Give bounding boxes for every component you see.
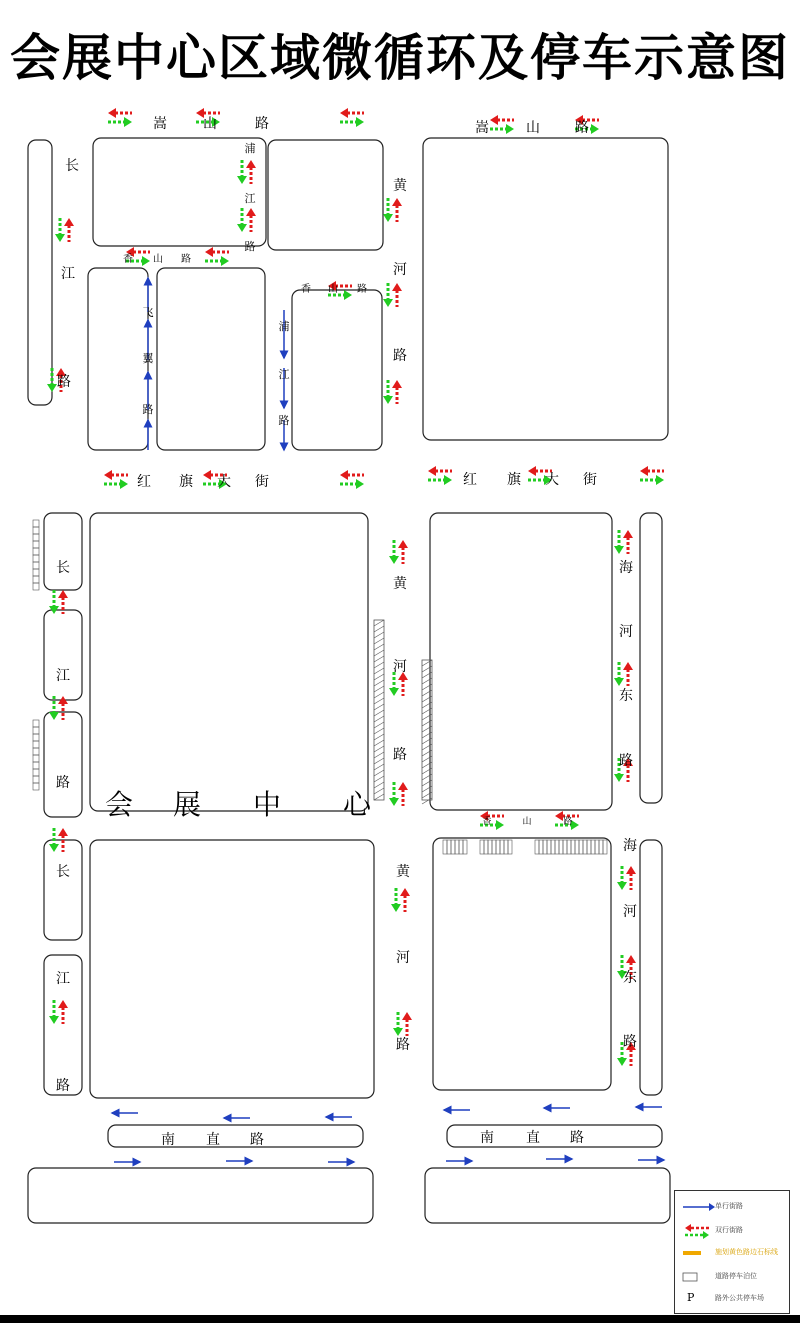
road-label-xiangshan-bottom-1: 山 (522, 817, 532, 827)
parking-strip-huanghe-west (374, 620, 384, 800)
road-label-changjiang-north-2: 路 (57, 374, 71, 390)
slots-changjiang-2 (33, 720, 39, 790)
road-label-changjiang-mid-1: 江 (56, 668, 70, 684)
road-label-songshan-right-1: 山 (526, 120, 540, 136)
block-17 (640, 840, 662, 1095)
road-label-pujiang-north-2: 路 (244, 240, 256, 253)
block-0 (93, 138, 266, 246)
road-label-haihedong-north-2: 东 (619, 688, 633, 704)
two-way-arrow-32 (614, 530, 633, 554)
two-way-arrow-22 (383, 380, 402, 404)
road-label-huanghe-mid-0: 黄 (393, 576, 407, 592)
two-way-arrow-35 (617, 866, 636, 890)
two-way-arrow-29 (49, 1000, 68, 1024)
road-label-haihedong-south-0: 海 (623, 838, 637, 854)
road-label-xiangshan-left-2: 路 (181, 254, 191, 265)
block-2 (88, 268, 148, 450)
parking-p-icon: P (687, 1291, 695, 1304)
block-6 (90, 513, 368, 811)
road-label-changjiang-north-1: 江 (61, 266, 75, 282)
block-1 (268, 140, 383, 250)
road-labels (56, 115, 637, 1148)
block-11 (44, 513, 82, 590)
city-blocks (28, 138, 670, 1223)
road-label-xiangshan-bottom-2: 路 (563, 817, 573, 827)
road-label-changjiang-mid-2: 路 (56, 775, 70, 791)
road-label-nanzhi-left-1: 直 (206, 1132, 220, 1148)
road-label-pujiang-south-0: 浦 (278, 320, 290, 333)
road-label-xiangshan-left-0: 香 (123, 254, 133, 265)
two-way-arrow-13 (640, 466, 664, 485)
road-label-nanzhi-right-2: 路 (570, 1130, 584, 1146)
block-7 (430, 513, 612, 810)
traffic-arrows (47, 108, 664, 1162)
road-label-songshan-right-2: 路 (575, 120, 589, 136)
legend-one-way (675, 1199, 789, 1215)
road-label-huanghe-north-2: 路 (393, 348, 407, 364)
legend-yellow-line-label: 施划黄色路边石标线 (715, 1248, 778, 1256)
road-label-haihedong-south-2: 东 (623, 970, 637, 986)
block-14 (44, 840, 82, 940)
block-13 (44, 712, 82, 817)
road-label-xiangshan-mid-0: 香 (301, 284, 311, 295)
road-label-nanzhi-right-1: 直 (526, 1130, 540, 1146)
legend-yellow-line (675, 1245, 789, 1261)
block-9 (433, 838, 611, 1090)
two-way-arrow-8 (104, 470, 128, 489)
venue-label-2: 中 (252, 788, 282, 821)
block-4 (292, 290, 382, 450)
block-8 (90, 840, 374, 1098)
block-18 (108, 1125, 363, 1147)
legend-parking-slot (675, 1269, 789, 1285)
road-label-xiangshan-left-1: 山 (153, 254, 163, 265)
road-label-feiyi-2: 路 (142, 403, 154, 416)
road-label-pujiang-north-0: 浦 (244, 142, 256, 155)
two-way-arrow-21 (383, 283, 402, 307)
two-way-arrow-33 (614, 662, 633, 686)
road-label-haihedong-north-0: 海 (619, 560, 633, 576)
road-label-changjiang-south-0: 长 (56, 864, 70, 880)
block-21 (425, 1168, 670, 1223)
legend-two-way (675, 1223, 789, 1239)
road-label-pujiang-south-1: 江 (278, 368, 290, 381)
road-label-pujiang-south-2: 路 (278, 414, 290, 427)
road-label-haihedong-north-1: 河 (619, 624, 633, 640)
two-way-arrow-11 (428, 466, 452, 485)
two-way-arrow-0 (108, 108, 132, 127)
two-way-arrow-17 (237, 208, 256, 232)
road-label-xiangshan-mid-2: 路 (357, 284, 367, 295)
road-label-huanghe-mid-1: 河 (393, 659, 407, 675)
road-label-hongqi-right-3: 街 (583, 472, 597, 488)
two-way-arrow-20 (383, 198, 402, 222)
road-label-changjiang-mid-0: 长 (56, 560, 70, 576)
two-way-arrow-24 (389, 672, 408, 696)
parking-slot-icon (679, 1269, 717, 1285)
slots-xiangshan-1 (443, 840, 467, 854)
block-20 (28, 1168, 373, 1223)
road-label-songshan-left-1: 山 (203, 116, 217, 132)
road-label-nanzhi-right-0: 南 (480, 1130, 494, 1146)
road-label-nanzhi-left-2: 路 (250, 1132, 264, 1148)
two-way-arrow-2 (340, 108, 364, 127)
road-label-huanghe-north-1: 河 (393, 262, 407, 278)
block-3 (157, 268, 265, 450)
road-label-feiyi-1: 翼 (142, 352, 154, 365)
road-label-haihedong-south-3: 路 (623, 1034, 637, 1050)
road-label-huanghe-south-0: 黄 (396, 864, 410, 880)
two-way-arrow-4 (205, 247, 229, 266)
road-label-hongqi-left-3: 街 (255, 474, 269, 490)
bottom-border (0, 1315, 800, 1323)
road-label-hongqi-right-1: 旗 (507, 472, 521, 488)
road-label-huanghe-mid-2: 路 (393, 747, 407, 763)
road-label-songshan-right-0: 嵩 (475, 120, 489, 136)
slots-changjiang-1 (33, 520, 39, 590)
legend-one-way-label: 单行街路 (715, 1202, 743, 1210)
two-way-arrow-31 (393, 1012, 412, 1036)
road-label-hongqi-right-2: 大 (545, 472, 559, 488)
road-label-songshan-left-0: 嵩 (153, 116, 167, 132)
venue-label-1: 展 (172, 788, 202, 821)
slots-xiangshan-2 (480, 840, 512, 854)
two-way-arrow-6 (490, 115, 514, 134)
road-label-nanzhi-left-0: 南 (161, 1132, 175, 1148)
two-way-arrow-25 (389, 782, 408, 806)
two-way-arrow-23 (389, 540, 408, 564)
block-12 (44, 610, 82, 700)
two-way-arrow-10 (340, 470, 364, 489)
two-way-arrow-30 (391, 888, 410, 912)
map-title: 会展中心区域微循环及停车示意图 (10, 29, 790, 87)
legend-public-parking-label: 路外公共停车场 (715, 1294, 764, 1302)
legend-public-parking (675, 1291, 789, 1307)
road-label-hongqi-left-0: 红 (137, 474, 151, 490)
venue-label-3: 心 (342, 788, 372, 821)
road-label-changjiang-south-2: 路 (56, 1078, 70, 1094)
road-label-xiangshan-bottom-0: 香 (482, 817, 492, 827)
legend (674, 1190, 790, 1314)
road-label-pujiang-north-1: 江 (244, 192, 256, 205)
block-10 (28, 140, 52, 405)
venue-label-0: 会 (104, 788, 134, 821)
road-label-haihedong-south-1: 河 (623, 904, 637, 920)
yellow-line-icon (679, 1245, 717, 1261)
legend-two-way-label: 双行街路 (715, 1226, 743, 1234)
road-label-xiangshan-mid-1: 山 (328, 284, 338, 295)
road-label-huanghe-north-0: 黄 (393, 178, 407, 194)
road-label-huanghe-south-end-0: 路 (396, 1037, 410, 1053)
two-way-arrow-18 (55, 218, 74, 242)
block-5 (423, 138, 668, 440)
red-green-arrow-icon (679, 1223, 717, 1239)
road-label-feiyi-0: 飞 (142, 306, 154, 319)
road-label-changjiang-north-0: 长 (65, 158, 79, 174)
road-label-haihedong-north-3: 路 (619, 753, 633, 769)
block-16 (640, 513, 662, 803)
road-label-songshan-left-2: 路 (255, 116, 269, 132)
blue-arrow-icon (679, 1199, 717, 1215)
road-label-hongqi-left-1: 旗 (179, 474, 193, 490)
two-way-arrow-16 (237, 160, 256, 184)
road-label-hongqi-left-2: 大 (217, 474, 231, 490)
slots-xiangshan-3 (535, 840, 607, 854)
road-label-huanghe-south-1: 河 (396, 950, 410, 966)
road-label-changjiang-south-1: 江 (56, 971, 70, 987)
legend-parking-slot-label: 道路停车泊位 (715, 1272, 757, 1280)
road-label-hongqi-right-0: 红 (463, 472, 477, 488)
